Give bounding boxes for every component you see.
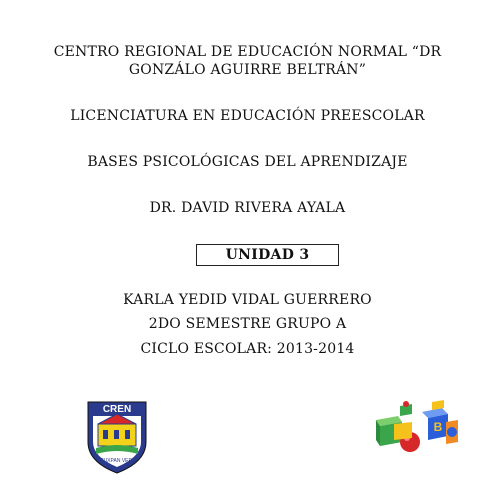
degree-title: LICENCIATURA EN EDUCACIÓN PREESCOLAR [70, 108, 425, 124]
cren-logo-text: CREN [102, 404, 132, 415]
student-name: KARLA YEDID VIDAL GUERRERO [123, 292, 372, 308]
unit-box: UNIDAD 3 [196, 244, 339, 266]
teacher-name: DR. DAVID RIVERA AYALA [149, 200, 346, 216]
toy-blocks-icon [372, 398, 462, 458]
institution-line-1: CENTRO REGIONAL DE EDUCACIÓN NORMAL “DR [53, 44, 442, 60]
toy-blocks-illustration [372, 398, 462, 458]
cren-logo-subtext: TUXPAN VER. [100, 458, 134, 464]
svg-text:B: B [433, 420, 443, 434]
course-title: BASES PSICOLÓGICAS DEL APRENDIZAJE [87, 154, 408, 170]
school-year: CICLO ESCOLAR: 2013-2014 [140, 341, 355, 357]
semester-group: 2DO SEMESTRE GRUPO A [148, 316, 347, 332]
cren-shield-logo [82, 396, 152, 476]
institution-line-2: GONZÁLO AGUIRRE BELTRÁN” [128, 62, 367, 78]
shield-icon [82, 396, 152, 476]
